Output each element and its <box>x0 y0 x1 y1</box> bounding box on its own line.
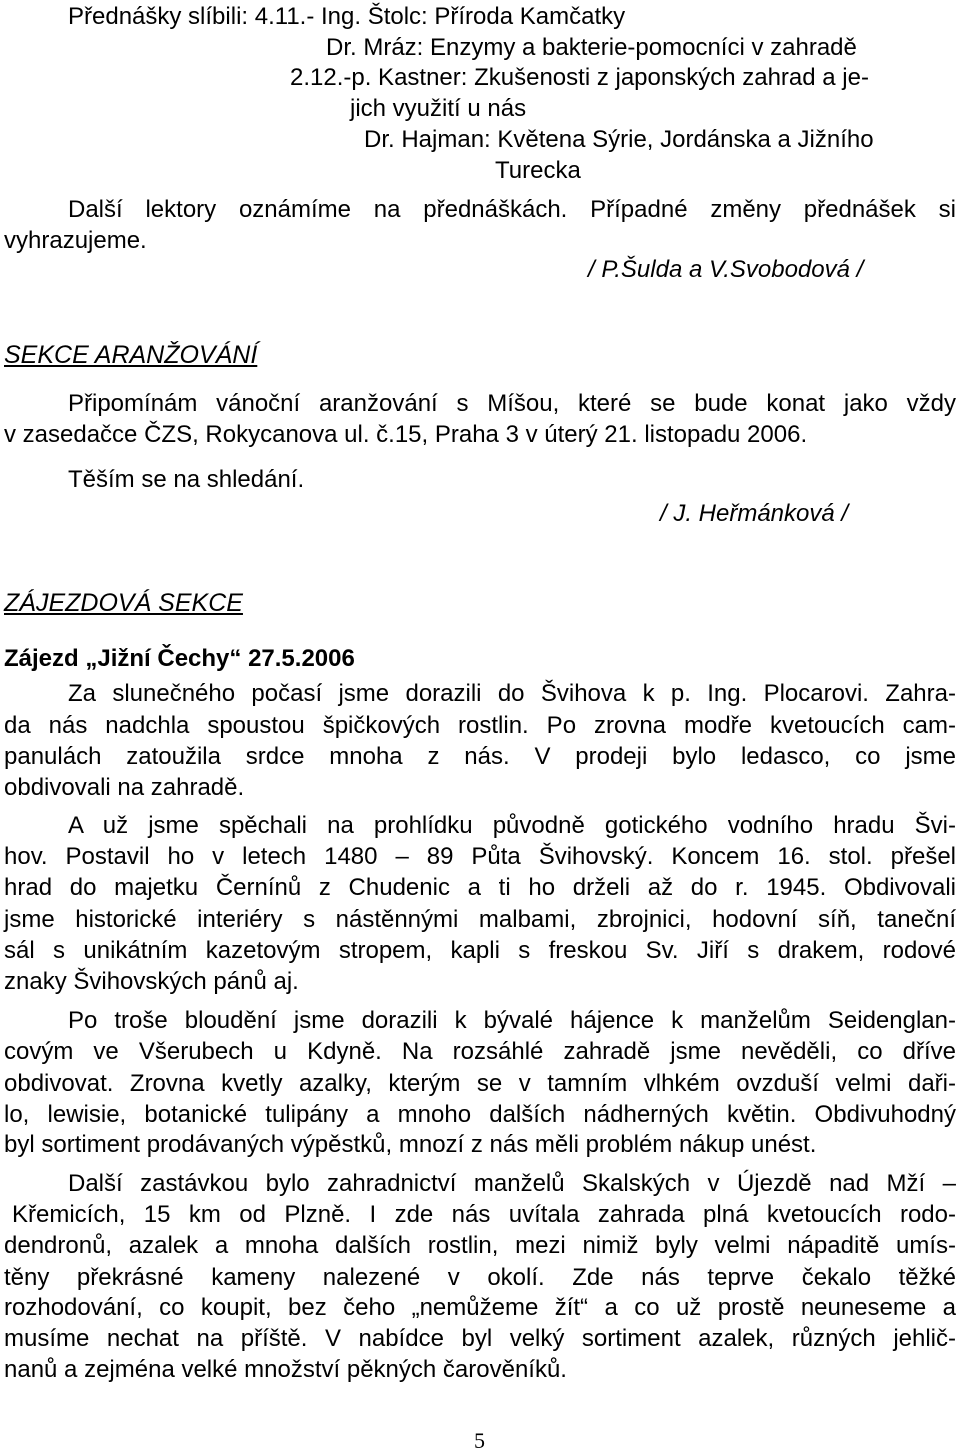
trip-report-line: A už jsme spěchali na prohlídku původně gotického vodního hradu Švi- <box>68 812 956 839</box>
trip-report-line: nanů a zejména velké množství pěkných čarověníků. <box>4 1356 567 1383</box>
trip-report-line: obdivovat. Zrovna kvetly azalky, kterým se v tamním vlhkém ovzduší velmi daři- <box>4 1070 956 1097</box>
lectures-line-3: 2.12.-p. Kastner: Zkušenosti z japonských zahrad a je- <box>290 64 869 91</box>
trip-report-line: rozhodování, co koupit, bez čeho „nemůžeme žít“ a co už prostě neuneseme a <box>4 1294 956 1321</box>
trip-report-line: Po troše bloudění jsme dorazili k bývalé hájence k manželům Seidenglan- <box>68 1007 956 1034</box>
trip-report-line: obdivovali na zahradě. <box>4 774 245 801</box>
lectures-line-6: Turecka <box>495 157 581 184</box>
section-heading-zajezdy: ZÁJEZDOVÁ SEKCE <box>4 589 243 617</box>
section-heading-aranzovani: SEKCE ARANŽOVÁNÍ <box>4 341 258 369</box>
lectures-line-7: Další lektory oznámíme na přednáškách. Případné změny přednášek si <box>68 196 956 223</box>
trip-report-line: jsme historické interiéry s nástěnnými malbami, zbrojnici, hodovní síň, taneční <box>4 906 956 933</box>
trip-report-line: musíme nechat na příště. V nabídce byl velký sortiment azalek, různých jehlič- <box>4 1325 956 1352</box>
trip-report-line: da nás nadchla spoustou špičkových rostlin. Po zrovna modře kvetoucích cam- <box>4 712 956 739</box>
lectures-line-2: Dr. Mráz: Enzymy a bakterie-pomocníci v zahradě <box>326 34 857 61</box>
trip-report-line: byl sortiment prodávaných výpěstků, mnozí z nás měli problém nákup unést. <box>4 1131 817 1158</box>
trip-report-line: těny překrásné kameny nalezené v okolí. Zde nás teprve čekalo těžké <box>4 1264 956 1291</box>
aranzovani-line-3: Těším se na shledání. <box>68 466 305 493</box>
lectures-line-1: Přednášky slíbili: 4.11.- Ing. Štolc: Příroda Kamčatky <box>68 3 626 30</box>
trip-report-line: sál s unikátním kazetovým stropem, kapli s freskou Sv. Jiří s drakem, rodové <box>4 937 956 964</box>
trip-report-line: Další zastávkou bylo zahradnictví manželů Skalských v Újezdě nad Mží – <box>68 1170 956 1197</box>
trip-report-line: znaky Švihovských pánů aj. <box>4 968 299 995</box>
trip-report-line: dendronů, azalek a mnoha dalších rostlin, mezi nimiž byly velmi nápaditě umís- <box>4 1232 956 1259</box>
trip-report-line: lo, lewisie, botanické tulipány a mnoho dalších nádherných květin. Obdivuhodný <box>4 1101 956 1128</box>
trip-report-line: covým ve Všerubech u Kdyně. Na rozsáhlé zahradě jsme nevěděli, co dříve <box>4 1038 956 1065</box>
lectures-line-5: Dr. Hajman: Květena Sýrie, Jordánska a Jižního <box>364 126 874 153</box>
trip-report-line: panulách zatoužila srdce mnoha z nás. V prodeji bylo ledasco, co jsme <box>4 743 956 770</box>
trip-report-line: hov. Postavil ho v letech 1480 – 89 Půta Švihovský. Koncem 16. stol. přešel <box>4 843 956 870</box>
lectures-line-4: jich využití u nás <box>350 95 527 122</box>
trip-report-line: hrad do majetku Černínů z Chudenic a ti ho drželi až do r. 1945. Obdivovali <box>4 874 956 901</box>
trip-title: Zájezd „Jižní Čechy“ 27.5.2006 <box>4 645 355 672</box>
trip-report-line: Za slunečného počasí jsme dorazili do Švihova k p. Ing. Plocarovi. Zahra- <box>68 680 956 707</box>
page-number: 5 <box>474 1428 485 1453</box>
aranzovani-signature: / J. Heřmánková / <box>660 500 849 527</box>
trip-report-line: Křemicích, 15 km od Plzně. I zde nás uvítala zahrada plná kvetoucích rodo- <box>12 1201 956 1228</box>
lectures-line-8: vyhrazujeme. <box>4 227 147 254</box>
aranzovani-line-2: v zasedačce ČZS, Rokycanova ul. č.15, Praha 3 v úterý 21. listopadu 2006. <box>4 421 808 448</box>
lectures-signature: / P.Šulda a V.Svobodová / <box>588 256 864 283</box>
aranzovani-line-1: Připomínám vánoční aranžování s Míšou, které se bude konat jako vždy <box>68 390 956 417</box>
